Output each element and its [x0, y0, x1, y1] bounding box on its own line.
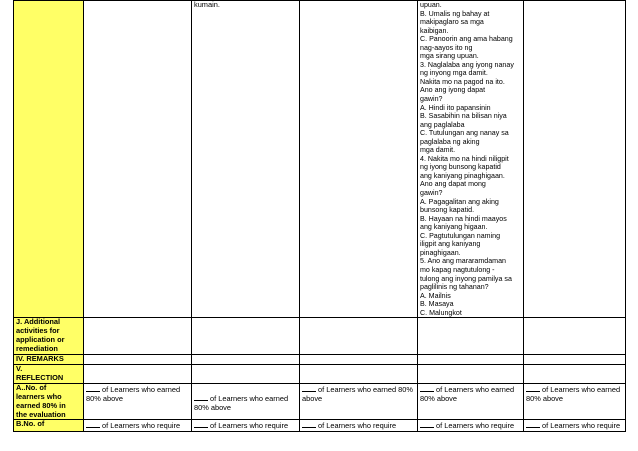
quiz-line: C. Pagtutulungan naming	[420, 231, 501, 240]
quiz-line: ang kaniyang pinaghigaan.	[420, 171, 505, 180]
table-row-learners-require	[14, 420, 626, 432]
quiz-line: A. Hindi ito papansinin	[420, 103, 491, 112]
quiz-line: B. Hayaan na hindi maayos	[420, 214, 507, 223]
row-label-additional-activities: J. Additional activities for application or remediation	[14, 318, 84, 355]
quiz-line: ang kaniyang higaan.	[420, 223, 488, 232]
cell-learners-80: of Learners who earned 80% above	[418, 383, 524, 420]
cell-empty	[524, 1, 626, 318]
table-row-additional-activities	[14, 318, 626, 355]
row-label-reflection: V. REFLECTION	[14, 364, 84, 383]
quiz-line: ng iyong bunsong kapatid	[420, 163, 501, 172]
cell-learners-require: of Learners who require	[84, 420, 192, 432]
cell-learners-80: of Learners who earned 80% above	[524, 383, 626, 420]
cell-col3	[192, 1, 300, 318]
quiz-line: 5. Ano ang mararamdaman	[420, 257, 506, 266]
table-row-remarks	[14, 354, 626, 364]
cell-learners-require: of Learners who require	[524, 420, 626, 432]
quiz-line: B. Sasabihin na bilisan niya	[420, 112, 507, 121]
quiz-line: B. Umalis ng bahay at	[420, 9, 490, 18]
cell-learners-require: of Learners who require	[192, 420, 300, 432]
cell-empty	[84, 1, 192, 318]
blank-line	[86, 420, 100, 428]
row-label-learners-80: A..No. of learners who earned 80% in the evaluation	[14, 383, 84, 420]
quiz-line: C. Panoorin ang ama habang	[420, 35, 513, 44]
blank-line	[194, 420, 208, 428]
blank-line	[302, 384, 316, 392]
quiz-line: mo kapag nagtutulong -	[420, 265, 495, 274]
quiz-line: Ano ang iyong dapat	[420, 86, 486, 95]
quiz-line: Ano ang dapat mong	[420, 180, 486, 189]
quiz-line: C. Tutulungan ang nanay sa	[420, 129, 509, 138]
quiz-line: ng inyong mga damit.	[420, 69, 488, 78]
cell-empty	[300, 318, 418, 355]
cell-empty	[192, 354, 300, 364]
quiz-line: bunsong kapatid.	[420, 206, 475, 215]
blank-line	[420, 420, 434, 428]
quiz-line: upuan.	[420, 1, 442, 9]
cell-empty	[418, 364, 524, 383]
quiz-line: ang paglalaba	[420, 120, 465, 129]
cell-empty	[524, 318, 626, 355]
blank-line	[526, 420, 540, 428]
cell-empty	[300, 364, 418, 383]
cell-empty	[524, 354, 626, 364]
cell-empty	[300, 354, 418, 364]
quiz-line: tulong ang inyong pamilya sa	[420, 274, 512, 283]
quiz-line: Nakita mo na pagod na ito.	[420, 77, 505, 86]
quiz-line: 4. Nakita mo na hindi niligpit	[420, 154, 509, 163]
cell-empty	[300, 1, 418, 318]
cell-empty	[192, 318, 300, 355]
cell-col5	[418, 1, 524, 318]
blank-line	[194, 393, 208, 401]
quiz-line: B. Masaya	[420, 300, 454, 309]
blank-line	[526, 384, 540, 392]
table-row-learners-80	[14, 383, 626, 420]
table-row-reflection	[14, 364, 626, 383]
cell-empty	[84, 364, 192, 383]
table-row-content	[14, 1, 626, 318]
quiz-line: gawin?	[420, 95, 443, 104]
quiz-line: A. Mailnis	[420, 291, 451, 300]
quiz-line: 3. Naglalaba ang iyong nanay	[420, 60, 514, 69]
cell-empty	[84, 318, 192, 355]
quiz-line: iligpit ang kaniyang	[420, 240, 481, 249]
quiz-line: pinaghigaan.	[420, 248, 461, 257]
cell-learners-80: of Learners who earned 80% above	[84, 383, 192, 420]
cell-empty	[192, 364, 300, 383]
quiz-line: mga damit.	[420, 146, 456, 155]
cell-learners-require: of Learners who require	[418, 420, 524, 432]
row-label-learners-require: B.No. of	[14, 420, 84, 432]
quiz-line: nag-aayos ito ng	[420, 43, 473, 52]
quiz-line: makipaglaro sa mga	[420, 18, 484, 27]
blank-line	[302, 420, 316, 428]
quiz-line: gawin?	[420, 189, 443, 198]
cell-learners-80: of Learners who earned 80% above	[192, 383, 300, 420]
row-label-remarks: IV. REMARKS	[14, 354, 84, 364]
cell-learners-80: of Learners who earned 80% above	[300, 383, 418, 420]
quiz-line: mga sirang upuan.	[420, 52, 479, 61]
quiz-line: kaibigan.	[420, 26, 449, 35]
cell-empty	[418, 318, 524, 355]
lesson-plan-table	[13, 0, 626, 432]
blank-line	[420, 384, 434, 392]
cell-learners-require: of Learners who require	[300, 420, 418, 432]
cell-empty	[418, 354, 524, 364]
cell-empty	[84, 354, 192, 364]
quiz-line: C. Malungkot	[420, 308, 462, 317]
row-label-empty	[14, 1, 84, 318]
cell-text: kumain.	[194, 0, 220, 9]
cell-empty	[524, 364, 626, 383]
quiz-line: paglalaba ng aking	[420, 137, 480, 146]
blank-line	[86, 384, 100, 392]
quiz-line: A. Pagagalitan ang aking	[420, 197, 499, 206]
quiz-line: paglilinis ng tahanan?	[420, 283, 489, 292]
